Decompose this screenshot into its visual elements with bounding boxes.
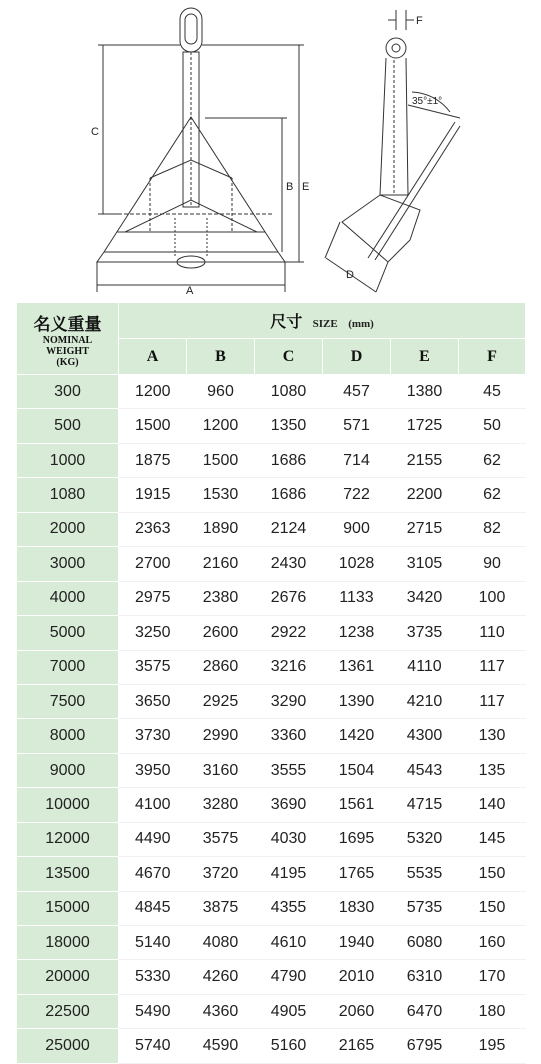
size-cell-d: 457 — [323, 375, 391, 409]
size-cell-c: 1350 — [255, 409, 323, 443]
size-cell-c: 3216 — [255, 650, 323, 684]
size-cell-a: 3730 — [119, 719, 187, 753]
size-cell-b: 2860 — [187, 650, 255, 684]
weight-cell: 1000 — [17, 443, 119, 477]
table-row — [17, 650, 526, 684]
weight-header-en-1: NOMINAL — [42, 334, 93, 346]
weight-cell: 2000 — [17, 512, 119, 546]
size-cell-b: 2380 — [187, 581, 255, 615]
table-row — [17, 891, 526, 925]
table-row — [17, 926, 526, 960]
size-cell-d: 1420 — [323, 719, 391, 753]
size-cell-a: 4100 — [119, 788, 187, 822]
size-cell-c: 4610 — [255, 926, 323, 960]
table-row — [17, 994, 526, 1028]
size-cell-b: 3160 — [187, 753, 255, 787]
size-cell-a: 2363 — [119, 512, 187, 546]
size-cell-f: 117 — [459, 650, 526, 684]
size-cell-f: 160 — [459, 926, 526, 960]
anchor-technical-drawing — [0, 0, 541, 298]
size-cell-d: 900 — [323, 512, 391, 546]
size-cell-b: 1500 — [187, 443, 255, 477]
column-header-a: A — [119, 339, 187, 375]
table-row — [17, 443, 526, 477]
size-cell-e: 5535 — [391, 857, 459, 891]
table-row — [17, 684, 526, 718]
size-cell-c: 3555 — [255, 753, 323, 787]
size-cell-f: 82 — [459, 512, 526, 546]
size-cell-b: 3575 — [187, 822, 255, 856]
size-cell-e: 6310 — [391, 960, 459, 994]
size-cell-f: 170 — [459, 960, 526, 994]
size-cell-e: 4543 — [391, 753, 459, 787]
size-cell-e: 5735 — [391, 891, 459, 925]
side-view — [325, 10, 460, 292]
weight-cell: 10000 — [17, 788, 119, 822]
size-cell-a: 5490 — [119, 994, 187, 1028]
size-cell-e: 4110 — [391, 650, 459, 684]
table-row — [17, 616, 526, 650]
table-row — [17, 1029, 526, 1063]
size-header — [119, 303, 526, 339]
size-cell-a: 3650 — [119, 684, 187, 718]
size-cell-b: 1200 — [187, 409, 255, 443]
size-cell-a: 3250 — [119, 616, 187, 650]
size-cell-d: 571 — [323, 409, 391, 443]
size-cell-d: 2010 — [323, 960, 391, 994]
size-cell-c: 2922 — [255, 616, 323, 650]
size-cell-f: 100 — [459, 581, 526, 615]
size-cell-b: 2990 — [187, 719, 255, 753]
table-row — [17, 822, 526, 856]
weight-cell: 15000 — [17, 891, 119, 925]
size-cell-e: 3420 — [391, 581, 459, 615]
size-cell-d: 1238 — [323, 616, 391, 650]
column-header-d: D — [323, 339, 391, 375]
size-cell-a: 3575 — [119, 650, 187, 684]
size-cell-d: 1830 — [323, 891, 391, 925]
size-cell-b: 2160 — [187, 547, 255, 581]
label-d: D — [346, 269, 354, 281]
weight-cell: 300 — [17, 375, 119, 409]
table-row — [17, 753, 526, 787]
size-cell-b: 2600 — [187, 616, 255, 650]
size-cell-f: 140 — [459, 788, 526, 822]
weight-cell: 12000 — [17, 822, 119, 856]
size-cell-a: 1915 — [119, 478, 187, 512]
size-cell-d: 1361 — [323, 650, 391, 684]
weight-cell: 20000 — [17, 960, 119, 994]
size-cell-c: 1080 — [255, 375, 323, 409]
table-row — [17, 960, 526, 994]
weight-header-zh: 名义重量 — [33, 314, 102, 335]
weight-cell: 25000 — [17, 1029, 119, 1063]
size-cell-f: 90 — [459, 547, 526, 581]
table-row — [17, 788, 526, 822]
size-cell-b: 3875 — [187, 891, 255, 925]
column-header-c: C — [255, 339, 323, 375]
weight-cell: 4000 — [17, 581, 119, 615]
size-cell-a: 4670 — [119, 857, 187, 891]
size-cell-f: 195 — [459, 1029, 526, 1063]
weight-cell: 3000 — [17, 547, 119, 581]
table-row — [17, 857, 526, 891]
size-cell-c: 1686 — [255, 443, 323, 477]
size-cell-e: 1380 — [391, 375, 459, 409]
weight-cell: 7500 — [17, 684, 119, 718]
size-cell-a: 3950 — [119, 753, 187, 787]
table-body — [17, 375, 526, 1064]
table-row — [17, 409, 526, 443]
size-cell-e: 2155 — [391, 443, 459, 477]
size-cell-c: 5160 — [255, 1029, 323, 1063]
column-header-b: B — [187, 339, 255, 375]
size-cell-e: 2715 — [391, 512, 459, 546]
column-header-e: E — [391, 339, 459, 375]
table-row — [17, 512, 526, 546]
size-cell-e: 5320 — [391, 822, 459, 856]
weight-cell: 13500 — [17, 857, 119, 891]
size-cell-b: 4360 — [187, 994, 255, 1028]
size-cell-b: 1890 — [187, 512, 255, 546]
size-cell-c: 2430 — [255, 547, 323, 581]
label-e: E — [302, 181, 310, 193]
weight-header-en-2: WEIGHT — [46, 345, 89, 357]
size-cell-b: 3280 — [187, 788, 255, 822]
size-cell-b: 960 — [187, 375, 255, 409]
size-cell-d: 2165 — [323, 1029, 391, 1063]
size-cell-b: 4590 — [187, 1029, 255, 1063]
size-cell-b: 4260 — [187, 960, 255, 994]
size-cell-c: 1686 — [255, 478, 323, 512]
weight-cell: 9000 — [17, 753, 119, 787]
weight-cell: 1080 — [17, 478, 119, 512]
size-cell-d: 1695 — [323, 822, 391, 856]
size-cell-a: 5330 — [119, 960, 187, 994]
front-view — [97, 8, 304, 292]
table-row — [17, 581, 526, 615]
size-cell-f: 145 — [459, 822, 526, 856]
size-cell-e: 3735 — [391, 616, 459, 650]
size-cell-c: 3690 — [255, 788, 323, 822]
size-cell-c: 4790 — [255, 960, 323, 994]
size-cell-e: 6470 — [391, 994, 459, 1028]
size-cell-d: 2060 — [323, 994, 391, 1028]
size-header-unit: (mm) — [348, 318, 374, 330]
weight-header — [17, 303, 119, 375]
table-row — [17, 719, 526, 753]
size-cell-c: 2676 — [255, 581, 323, 615]
size-cell-f: 110 — [459, 616, 526, 650]
size-header-en: SIZE — [312, 318, 338, 330]
size-cell-e: 4210 — [391, 684, 459, 718]
table-row — [17, 375, 526, 409]
size-cell-a: 2700 — [119, 547, 187, 581]
size-cell-d: 1504 — [323, 753, 391, 787]
size-cell-f: 150 — [459, 857, 526, 891]
size-cell-d: 722 — [323, 478, 391, 512]
table-row — [17, 478, 526, 512]
weight-cell: 5000 — [17, 616, 119, 650]
size-cell-f: 45 — [459, 375, 526, 409]
table-row — [17, 547, 526, 581]
size-cell-a: 5740 — [119, 1029, 187, 1063]
size-cell-e: 4300 — [391, 719, 459, 753]
size-cell-d: 714 — [323, 443, 391, 477]
weight-cell: 500 — [17, 409, 119, 443]
size-cell-f: 135 — [459, 753, 526, 787]
weight-cell: 7000 — [17, 650, 119, 684]
size-cell-d: 1940 — [323, 926, 391, 960]
label-angle: 35°±1° — [412, 96, 443, 107]
weight-cell: 8000 — [17, 719, 119, 753]
size-cell-d: 1390 — [323, 684, 391, 718]
size-cell-e: 4715 — [391, 788, 459, 822]
label-f: F — [416, 15, 423, 27]
size-cell-a: 1500 — [119, 409, 187, 443]
size-cell-b: 1530 — [187, 478, 255, 512]
label-c: C — [91, 126, 99, 138]
size-cell-d: 1561 — [323, 788, 391, 822]
size-cell-c: 4355 — [255, 891, 323, 925]
size-cell-d: 1765 — [323, 857, 391, 891]
size-cell-f: 62 — [459, 478, 526, 512]
size-cell-d: 1028 — [323, 547, 391, 581]
size-cell-e: 1725 — [391, 409, 459, 443]
weight-cell: 22500 — [17, 994, 119, 1028]
size-cell-c: 4905 — [255, 994, 323, 1028]
size-cell-f: 50 — [459, 409, 526, 443]
size-cell-f: 130 — [459, 719, 526, 753]
size-cell-f: 62 — [459, 443, 526, 477]
size-cell-b: 2925 — [187, 684, 255, 718]
size-header-zh: 尺寸 — [270, 312, 303, 331]
size-cell-b: 3720 — [187, 857, 255, 891]
size-cell-a: 1200 — [119, 375, 187, 409]
size-cell-f: 117 — [459, 684, 526, 718]
weight-cell: 18000 — [17, 926, 119, 960]
column-header-f: F — [459, 339, 526, 375]
size-cell-b: 4080 — [187, 926, 255, 960]
size-cell-f: 180 — [459, 994, 526, 1028]
size-cell-a: 4845 — [119, 891, 187, 925]
size-cell-a: 5140 — [119, 926, 187, 960]
size-cell-c: 3290 — [255, 684, 323, 718]
size-cell-a: 1875 — [119, 443, 187, 477]
label-a: A — [186, 285, 194, 297]
size-cell-a: 4490 — [119, 822, 187, 856]
label-b: B — [286, 181, 294, 193]
size-cell-a: 2975 — [119, 581, 187, 615]
size-cell-c: 3360 — [255, 719, 323, 753]
size-cell-c: 2124 — [255, 512, 323, 546]
size-cell-e: 6795 — [391, 1029, 459, 1063]
size-cell-e: 3105 — [391, 547, 459, 581]
size-cell-f: 150 — [459, 891, 526, 925]
size-cell-e: 2200 — [391, 478, 459, 512]
size-cell-c: 4030 — [255, 822, 323, 856]
weight-header-en-3: (KG) — [56, 356, 79, 368]
size-cell-e: 6080 — [391, 926, 459, 960]
anchor-size-table — [16, 302, 526, 1064]
size-cell-c: 4195 — [255, 857, 323, 891]
size-cell-d: 1133 — [323, 581, 391, 615]
